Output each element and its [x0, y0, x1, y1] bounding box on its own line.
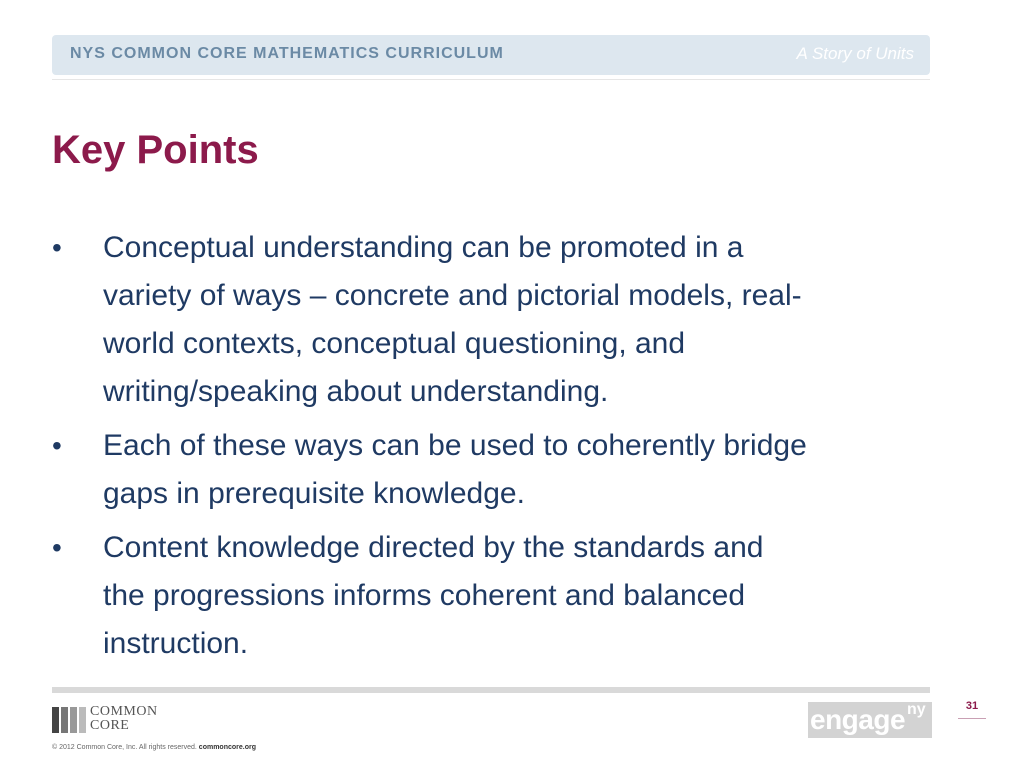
logo-line-1: COMMON	[90, 704, 158, 719]
bullet-item	[52, 524, 962, 668]
engage-ny-superscript: ny	[907, 701, 926, 718]
bullet-line: Content knowledge directed by the standards and	[103, 531, 764, 564]
bullet-icon: •	[52, 532, 62, 563]
bullet-item	[52, 224, 962, 416]
curriculum-label: NYS COMMON CORE MATHEMATICS CURRICULUM	[70, 45, 504, 62]
bullet-line: instruction.	[103, 627, 249, 660]
logo-line-2: CORE	[90, 718, 130, 733]
bullet-icon: •	[52, 430, 62, 461]
copyright-link[interactable]: commoncore.org	[198, 744, 256, 751]
header-bar	[52, 35, 930, 75]
bullet-line: world contexts, conceptual questioning, and	[103, 327, 686, 360]
copyright-notice	[52, 744, 256, 751]
header-divider	[52, 79, 930, 80]
bullet-line: writing/speaking about understanding.	[103, 375, 609, 408]
slide-title: Key Points	[52, 128, 259, 172]
bullet-line: gaps in prerequisite knowledge.	[103, 477, 525, 510]
copyright-text: © 2012 Common Core, Inc. All rights reserved.	[52, 744, 197, 751]
series-label: A Story of Units	[796, 44, 914, 63]
engage-word: engage	[810, 704, 906, 735]
bullet-line: Each of these ways can be used to coherently bridge	[103, 429, 807, 462]
bullet-list	[52, 224, 962, 674]
engage-ny-logo	[808, 702, 932, 738]
bullet-line: the progressions informs coherent and balanced	[103, 579, 746, 612]
page-number: 31	[958, 700, 986, 719]
bullet-line: variety of ways – concrete and pictorial models, real-	[103, 279, 802, 312]
footer-divider	[52, 687, 930, 693]
bullet-item	[52, 422, 962, 518]
bullet-line: Conceptual understanding can be promoted in a	[103, 231, 744, 264]
bullet-icon: •	[52, 232, 62, 263]
